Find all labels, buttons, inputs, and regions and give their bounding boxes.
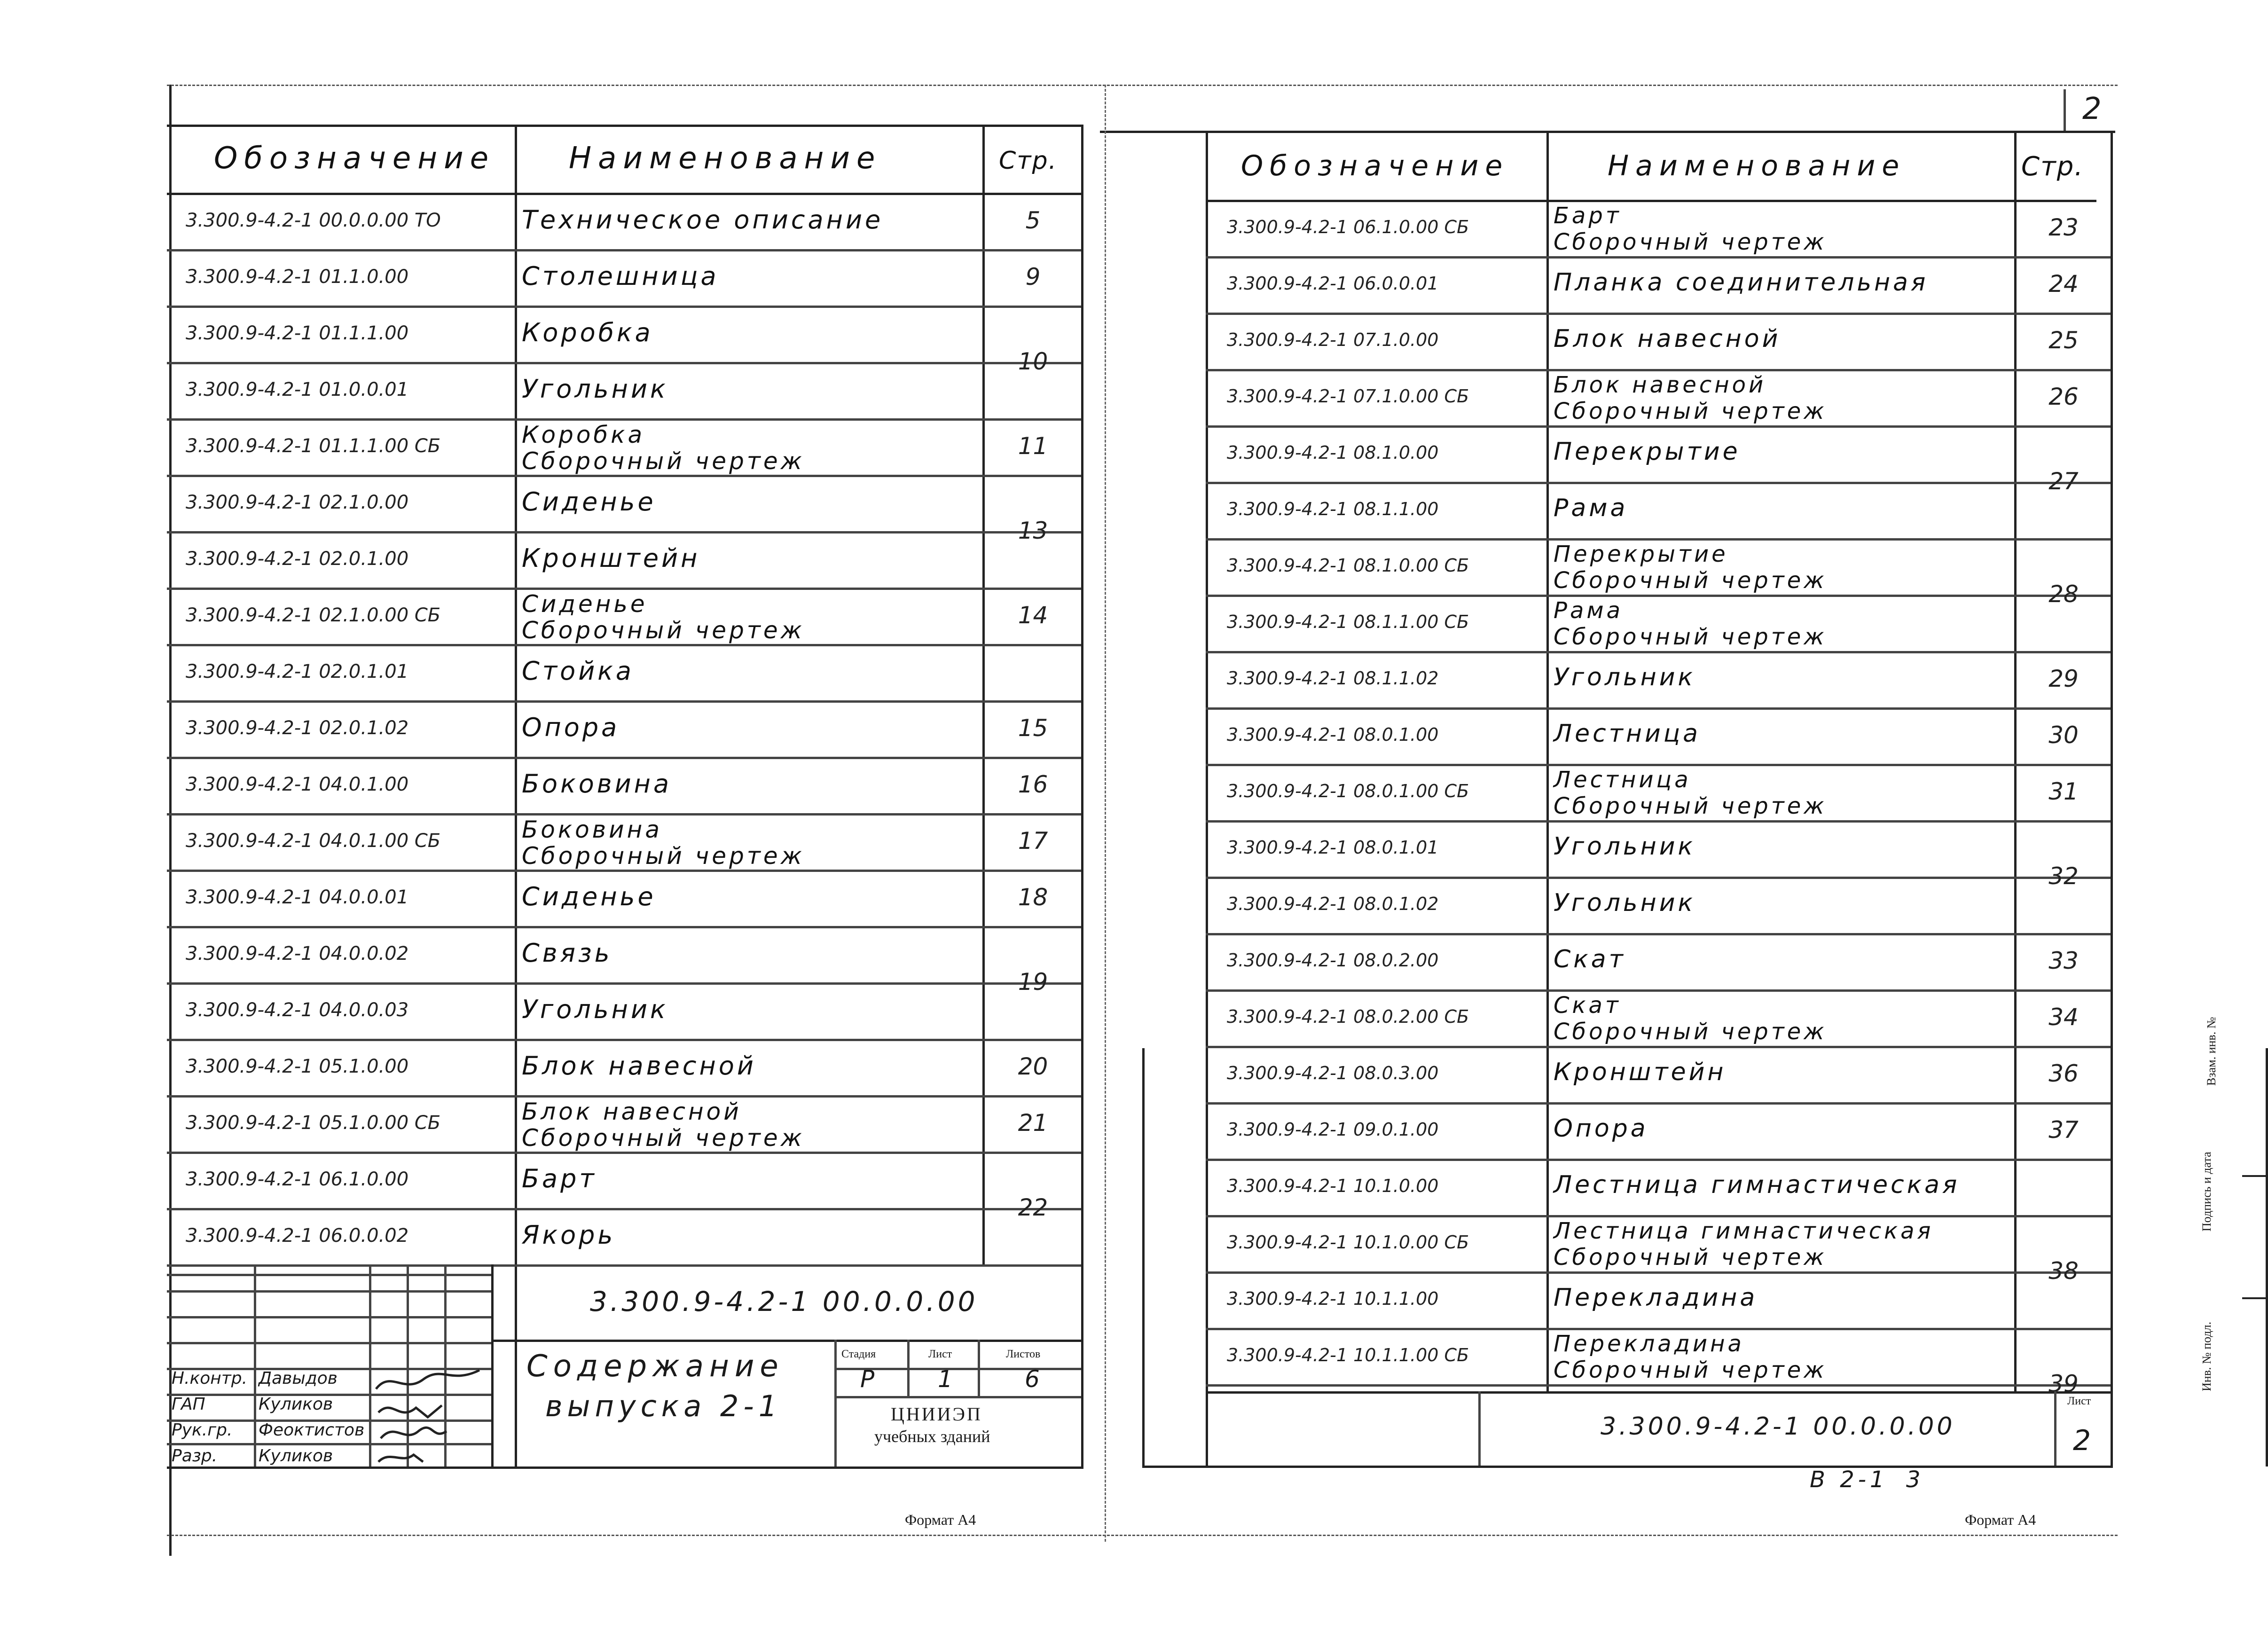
- table-row: [0, 1208, 1081, 1264]
- row-code: 3.300.9-4.2-1 06.0.0.01: [1227, 273, 1439, 294]
- row-page: 37: [2048, 1116, 2079, 1144]
- row-code: 3.300.9-4.2-1 08.0.1.00 СБ: [1227, 781, 1469, 801]
- sheet-value: 1: [938, 1365, 953, 1393]
- sheets-label: Листов: [1006, 1348, 1041, 1360]
- table-row: [1100, 1046, 2111, 1102]
- row-name-line-1: Блок навесной: [1554, 372, 1766, 398]
- footer-num: 3: [1906, 1466, 1921, 1493]
- row-code: 3.300.9-4.2-1 08.0.1.01: [1227, 837, 1439, 858]
- row-page: 14: [1018, 602, 1048, 629]
- row-page: 11: [1018, 432, 1048, 460]
- table-row: [0, 1152, 1081, 1208]
- row-name: Столешница: [522, 261, 719, 291]
- table-row: [0, 193, 1081, 249]
- row-name-line-1: Перекрытие: [1554, 541, 1728, 567]
- row-name: Кронштейн: [1554, 1058, 1727, 1086]
- right-sheet: [1100, 0, 2218, 1639]
- table-row: [1100, 933, 2111, 989]
- row-name: Угольник: [1554, 889, 1695, 917]
- row-page: 5: [1025, 207, 1041, 234]
- table-row: [0, 813, 1081, 870]
- row-code: 3.300.9-4.2-1 04.0.1.00 СБ: [186, 830, 441, 852]
- table-row: [0, 757, 1081, 813]
- table-row: [1100, 1328, 2111, 1384]
- signer-name: Феоктистов: [259, 1420, 365, 1440]
- row-name-line-2: Сборочный чертеж: [1554, 793, 1827, 819]
- row-code: 3.300.9-4.2-1 02.0.1.01: [186, 661, 409, 682]
- row-code: 3.300.9-4.2-1 02.1.0.00 СБ: [186, 604, 441, 626]
- right-header-name: Наименование: [1608, 149, 1906, 182]
- row-code: 3.300.9-4.2-1 04.0.0.01: [186, 886, 409, 908]
- row-code: 3.300.9-4.2-1 08.0.1.02: [1227, 894, 1439, 914]
- table-row: [1100, 989, 2111, 1046]
- merged-page: 28: [2048, 580, 2079, 608]
- table-row: [0, 982, 1081, 1039]
- row-code: 3.300.9-4.2-1 07.1.0.00 СБ: [1227, 386, 1469, 407]
- row-page: 18: [1018, 884, 1048, 911]
- row-page: 23: [2048, 214, 2079, 241]
- table-row: [1100, 313, 2111, 369]
- row-code: 3.300.9-4.2-1 08.1.1.00: [1227, 499, 1439, 519]
- row-name: Сиденье: [522, 882, 656, 911]
- left-sheet: [0, 0, 1100, 1639]
- row-name: Лестница гимнастическая: [1554, 1171, 1960, 1199]
- stage-label: Стадия: [841, 1348, 876, 1360]
- row-name: Кронштейн: [522, 543, 700, 573]
- row-name: Угольник: [1554, 663, 1695, 691]
- merged-page: 22: [1018, 1194, 1048, 1221]
- row-page: 20: [1018, 1053, 1048, 1080]
- row-page: 21: [1018, 1109, 1048, 1137]
- row-code: 3.300.9-4.2-1 04.0.0.02: [186, 943, 409, 965]
- right-format: Формат А4: [1965, 1511, 2036, 1528]
- row-name: Лестница: [1554, 720, 1701, 748]
- row-code: 3.300.9-4.2-1 10.1.1.00: [1227, 1288, 1439, 1309]
- row-page: 26: [2048, 383, 2079, 410]
- row-code: 3.300.9-4.2-1 06.1.0.00: [186, 1168, 409, 1190]
- org-line-1: ЦНИИЭП: [891, 1404, 982, 1425]
- row-page: 31: [2048, 778, 2079, 805]
- row-code: 3.300.9-4.2-1 08.1.1.00 СБ: [1227, 612, 1469, 632]
- top-edge: [167, 85, 2118, 86]
- left-header-name: Наименование: [569, 141, 882, 176]
- row-name-line-1: Блок навесной: [522, 1098, 742, 1125]
- signer-role: Разр.: [172, 1446, 218, 1466]
- table-row: [0, 362, 1081, 418]
- signer-role: Н.контр.: [172, 1369, 248, 1388]
- side-label: Подпись и дата: [2200, 1152, 2213, 1231]
- table-row: [0, 418, 1081, 475]
- row-name-line-2: Сборочный чертеж: [1554, 1019, 1827, 1045]
- right-stamp-doc-code: 3.300.9-4.2-1 00.0.0.00: [1601, 1412, 1955, 1441]
- merged-page: 13: [1018, 517, 1048, 544]
- bottom-edge: [167, 1535, 2118, 1536]
- row-name: Перекладина: [1554, 1284, 1758, 1312]
- row-name: Планка соединительная: [1554, 268, 1929, 297]
- row-code: 3.300.9-4.2-1 10.1.1.00 СБ: [1227, 1345, 1469, 1365]
- row-name: Блок навесной: [522, 1051, 756, 1081]
- table-row: [1100, 482, 2111, 538]
- right-page-number: 2: [2082, 92, 2102, 126]
- table-row: [0, 926, 1081, 982]
- row-name-line-2: Сборочный чертеж: [522, 447, 805, 475]
- row-name: Якорь: [522, 1220, 616, 1250]
- row-code: 3.300.9-4.2-1 10.1.0.00 СБ: [1227, 1232, 1469, 1253]
- row-name-line-2: Сборочный чертеж: [1554, 398, 1827, 424]
- row-page: 17: [1018, 827, 1048, 855]
- row-code: 3.300.9-4.2-1 09.0.1.00: [1227, 1119, 1439, 1140]
- row-name-line-1: Боковина: [522, 816, 662, 843]
- table-row: [1100, 595, 2111, 651]
- row-name: Коробка: [522, 318, 653, 347]
- table-row: [1100, 1271, 2111, 1328]
- row-code: 3.300.9-4.2-1 08.0.3.00: [1227, 1063, 1439, 1083]
- signer-role: ГАП: [172, 1395, 205, 1414]
- row-name-line-2: Сборочный чертеж: [1554, 1244, 1827, 1270]
- row-code: 3.300.9-4.2-1 08.0.2.00 СБ: [1227, 1006, 1469, 1027]
- table-row: [0, 531, 1081, 588]
- table-row: [1100, 764, 2111, 820]
- table-row: [1100, 651, 2111, 707]
- left-stamp-title-1: Содержание: [526, 1349, 784, 1384]
- merged-page: 27: [2048, 468, 2079, 495]
- table-row: [1100, 877, 2111, 933]
- table-row: [0, 306, 1081, 362]
- row-code: 3.300.9-4.2-1 02.0.1.02: [186, 717, 409, 739]
- row-code: 3.300.9-4.2-1 10.1.0.00: [1227, 1176, 1439, 1196]
- footer-code: В 2-1: [1810, 1466, 1888, 1493]
- merged-page: 10: [1018, 348, 1048, 375]
- row-name-line-1: Скат: [1554, 992, 1621, 1019]
- row-name: Барт: [522, 1164, 597, 1193]
- row-name: Перекрытие: [1554, 438, 1741, 466]
- row-code: 3.300.9-4.2-1 08.0.2.00: [1227, 950, 1439, 971]
- merged-page: 15: [1018, 714, 1048, 742]
- row-name: Стойка: [522, 656, 635, 686]
- right-header-page: Стр.: [2021, 151, 2084, 182]
- table-row: [1100, 707, 2111, 764]
- merged-page: 39: [2048, 1370, 2079, 1397]
- row-page: 29: [2048, 665, 2079, 692]
- row-code: 3.300.9-4.2-1 04.0.1.00: [186, 774, 409, 795]
- row-code: 3.300.9-4.2-1 00.0.0.00 ТО: [186, 210, 441, 231]
- stage-value: Р: [860, 1365, 875, 1393]
- row-code: 3.300.9-4.2-1 06.0.0.02: [186, 1225, 409, 1247]
- center-fold: [1105, 85, 1106, 1542]
- table-row: [1100, 538, 2111, 595]
- row-code: 3.300.9-4.2-1 01.0.0.01: [186, 379, 409, 400]
- table-row: [1100, 1102, 2111, 1159]
- row-name-line-2: Сборочный чертеж: [522, 617, 805, 644]
- row-code: 3.300.9-4.2-1 08.1.0.00 СБ: [1227, 555, 1469, 576]
- table-row: [0, 1039, 1081, 1095]
- table-row: [1100, 820, 2111, 877]
- row-page: 9: [1025, 263, 1041, 290]
- row-page: 33: [2048, 947, 2079, 974]
- row-name: Скат: [1554, 945, 1626, 973]
- row-page: 24: [2048, 270, 2079, 298]
- row-name-line-2: Сборочный чертеж: [522, 842, 805, 870]
- row-name: Техническое описание: [522, 205, 884, 235]
- row-page: 25: [2048, 327, 2079, 354]
- table-row: [0, 249, 1081, 306]
- row-name-line-2: Сборочный чертеж: [522, 1124, 805, 1152]
- merged-page: 19: [1018, 968, 1048, 996]
- right-header-code: Обозначение: [1241, 149, 1509, 182]
- row-page: 36: [2048, 1060, 2079, 1087]
- row-code: 3.300.9-4.2-1 08.1.0.00: [1227, 442, 1439, 463]
- row-code: 3.300.9-4.2-1 01.1.1.00 СБ: [186, 435, 441, 457]
- row-name: Связь: [522, 938, 612, 968]
- table-row: [0, 1095, 1081, 1152]
- side-label: Инв. № подл.: [2200, 1321, 2213, 1391]
- merged-page: 38: [2048, 1257, 2079, 1285]
- row-name-line-1: Коробка: [522, 421, 645, 448]
- table-row: [1100, 369, 2111, 425]
- row-code: 3.300.9-4.2-1 08.0.1.00: [1227, 724, 1439, 745]
- row-code: 3.300.9-4.2-1 02.0.1.00: [186, 548, 409, 570]
- left-stamp-doc-code: 3.300.9-4.2-1 00.0.0.00: [590, 1286, 978, 1317]
- table-row: [0, 700, 1081, 757]
- table-row: [1100, 256, 2111, 313]
- left-header-code: Обозначение: [214, 141, 495, 176]
- table-row: [0, 588, 1081, 644]
- sheets-value: 6: [1025, 1365, 1040, 1393]
- table-row: [1100, 200, 2111, 256]
- row-code: 3.300.9-4.2-1 04.0.0.03: [186, 999, 409, 1021]
- right-sheet-value: 2: [2073, 1424, 2091, 1457]
- row-code: 3.300.9-4.2-1 05.1.0.00 СБ: [186, 1112, 441, 1134]
- row-name: Угольник: [522, 374, 668, 404]
- row-code: 3.300.9-4.2-1 07.1.0.00: [1227, 329, 1439, 350]
- table-row: [1100, 425, 2111, 482]
- signer-name: Давыдов: [259, 1369, 337, 1388]
- side-label: Взам. инв. №: [2205, 1017, 2218, 1086]
- signer-name: Куликов: [259, 1395, 333, 1414]
- row-page: 16: [1018, 771, 1048, 798]
- row-name-line-1: Лестница гимнастическая: [1554, 1218, 1934, 1244]
- row-name-line-2: Сборочный чертеж: [1554, 567, 1827, 594]
- row-code: 3.300.9-4.2-1 05.1.0.00: [186, 1056, 409, 1077]
- row-name: Угольник: [1554, 832, 1695, 861]
- row-name-line-2: Сборочный чертеж: [1554, 1357, 1827, 1383]
- row-name-line-2: Сборочный чертеж: [1554, 624, 1827, 650]
- left-stamp-title-2: выпуска 2-1: [545, 1389, 782, 1423]
- row-name: Опора: [522, 713, 620, 742]
- signer-role: Рук.гр.: [172, 1420, 233, 1440]
- left-header-page: Стр.: [999, 147, 1058, 175]
- row-code: 3.300.9-4.2-1 02.1.0.00: [186, 492, 409, 513]
- row-name-line-1: Рама: [1554, 597, 1623, 624]
- table-row: [0, 644, 1081, 700]
- row-page: 34: [2048, 1004, 2079, 1031]
- sheet-label: Лист: [928, 1348, 952, 1360]
- row-page: 30: [2048, 721, 2079, 749]
- row-name-line-2: Сборочный чертеж: [1554, 229, 1827, 255]
- row-code: 3.300.9-4.2-1 08.1.1.02: [1227, 668, 1439, 689]
- row-code: 3.300.9-4.2-1 06.1.0.00 СБ: [1227, 217, 1469, 237]
- table-row: [0, 870, 1081, 926]
- row-name-line-1: Перекладина: [1554, 1331, 1744, 1357]
- row-name-line-1: Сиденье: [522, 590, 648, 618]
- row-name: Опора: [1554, 1114, 1648, 1143]
- row-name: Угольник: [522, 995, 668, 1024]
- row-name: Сиденье: [522, 487, 656, 517]
- org-line-2: учебных зданий: [874, 1427, 990, 1446]
- signer-name: Куликов: [259, 1446, 333, 1466]
- row-name: Блок навесной: [1554, 325, 1781, 353]
- table-row: [0, 475, 1081, 531]
- row-name-line-1: Лестница: [1554, 767, 1691, 793]
- signatures: [371, 1361, 494, 1469]
- row-code: 3.300.9-4.2-1 01.1.1.00: [186, 322, 409, 344]
- table-row: [1100, 1215, 2111, 1271]
- table-row: [1100, 1159, 2111, 1215]
- row-code: 3.300.9-4.2-1 01.1.0.00: [186, 266, 409, 288]
- right-sheet-label: Лист: [2067, 1395, 2091, 1407]
- row-name-line-1: Барт: [1554, 203, 1622, 229]
- merged-page: 32: [2048, 863, 2079, 890]
- row-name: Рама: [1554, 494, 1628, 522]
- row-name: Боковина: [522, 769, 672, 799]
- left-format: Формат А4: [905, 1511, 976, 1528]
